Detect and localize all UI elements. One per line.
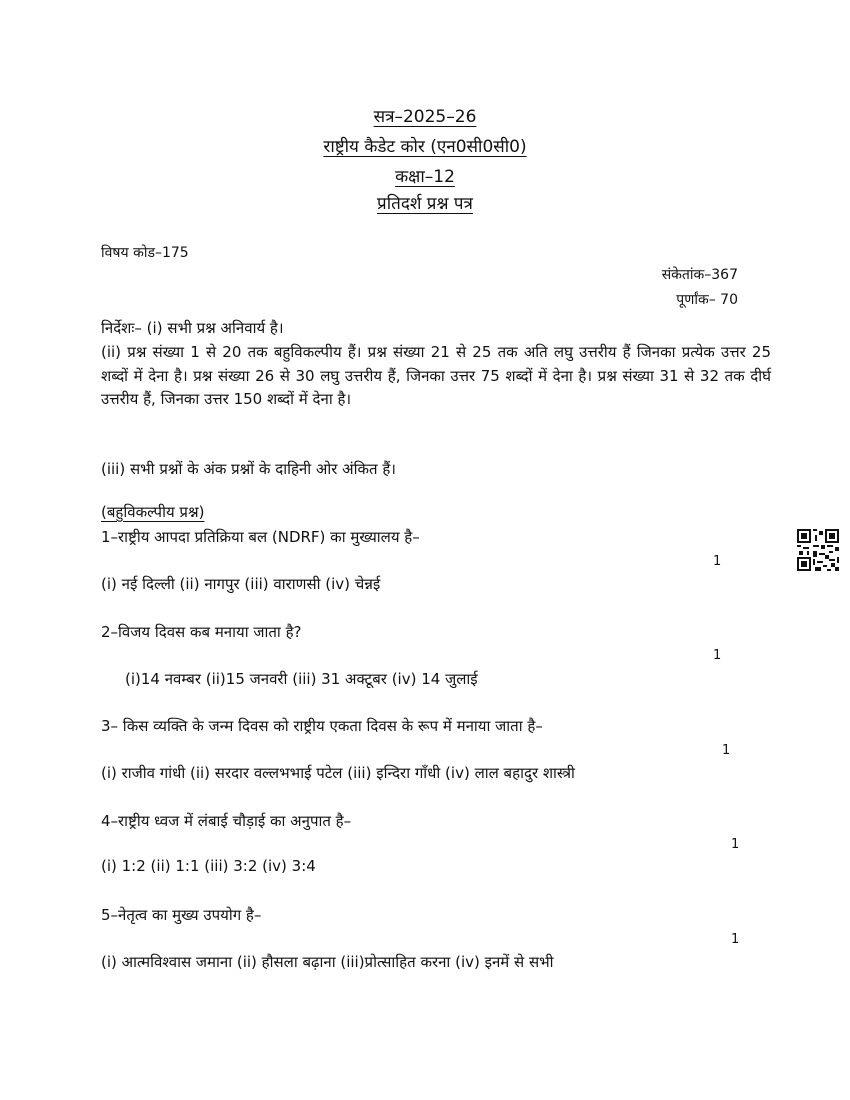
options-4: (i) 1:2 (ii) 1:1 (iii) 3:2 (iv) 3:4 [101,857,316,875]
paper-heading: प्रतिदर्श प्रश्न पत्र [377,194,473,214]
marks-1: 1 [713,554,722,569]
instruction-1: निर्देशः– (i) सभी प्रश्न अनिवार्य है। [101,319,284,337]
marks-5: 1 [731,932,740,947]
options-1: (i) नई दिल्ली (ii) नागपुर (iii) वाराणसी (iv) चेन्नई [101,575,381,593]
options-3: (i) राजीव गांधी (ii) सरदार वल्लभभाई पटेल (iii) इन्दिरा गाँधी (iv) लाल बहादुर शास्त्री [101,764,575,782]
full-marks: पूर्णांक– 70 [676,292,738,308]
session-heading: सत्र–2025–26 [373,107,477,127]
code-number: संकेतांक–367 [661,267,738,283]
class-heading: कक्षा–12 [395,167,455,187]
section-title: (बहुविकल्पीय प्रश्न) [101,503,205,521]
question-1: 1–राष्ट्रीय आपदा प्रतिक्रिया बल (NDRF) का मुख्यालय है– [101,528,420,546]
question-2: 2–विजय दिवस कब मनाया जाता है? [101,623,302,641]
question-3: 3– किस व्यक्ति के जन्म दिवस को राष्ट्रीय एकता दिवस के रूप में मनाया जाता है– [101,717,543,735]
qr-code-icon [797,529,839,571]
instruction-2: (ii) प्रश्न संख्या 1 से 20 तक बहुविकल्पीय हैं। प्रश्न संख्या 21 से 25 तक अति लघु उत्तरीय हैं जिनका प्रत्येक उत्तर 25 शब्दों में देना है। प्रश्न संख्या 26 से 30 लघु उत्तरीय हैं, जिनका उत्तर 75 शब्दों में देना है। प्रश्न संख्या 31 से 32 तक दीर्घ उत्तरीय हैं, जिनका उत्तर 150 शब्दों में देना है। [101,343,771,408]
instruction-3: (iii) सभी प्रश्नों के अंक प्रश्नों के दाहिनी ओर अंकित हैं। [101,460,396,478]
marks-2: 1 [713,648,722,663]
options-2: (i)14 नवम्बर (ii)15 जनवरी (iii) 31 अक्टूबर (iv) 14 जुलाई [125,670,478,688]
subject-code: विषय कोड–175 [101,245,189,261]
question-4: 4–राष्ट्रीय ध्वज में लंबाई चौड़ाई का अनुपात है– [101,812,352,830]
marks-4: 1 [731,837,740,852]
question-5: 5–नेतृत्व का मुख्य उपयोग है– [101,906,262,924]
marks-3: 1 [722,743,731,758]
options-5: (i) आत्मविश्वास जमाना (ii) हौसला बढ़ाना (iii)प्रोत्साहित करना (iv) इनमें से सभी [101,953,554,971]
exam-title: राष्ट्रीय कैडेट कोर (एन0सी0सी0) [323,137,527,157]
